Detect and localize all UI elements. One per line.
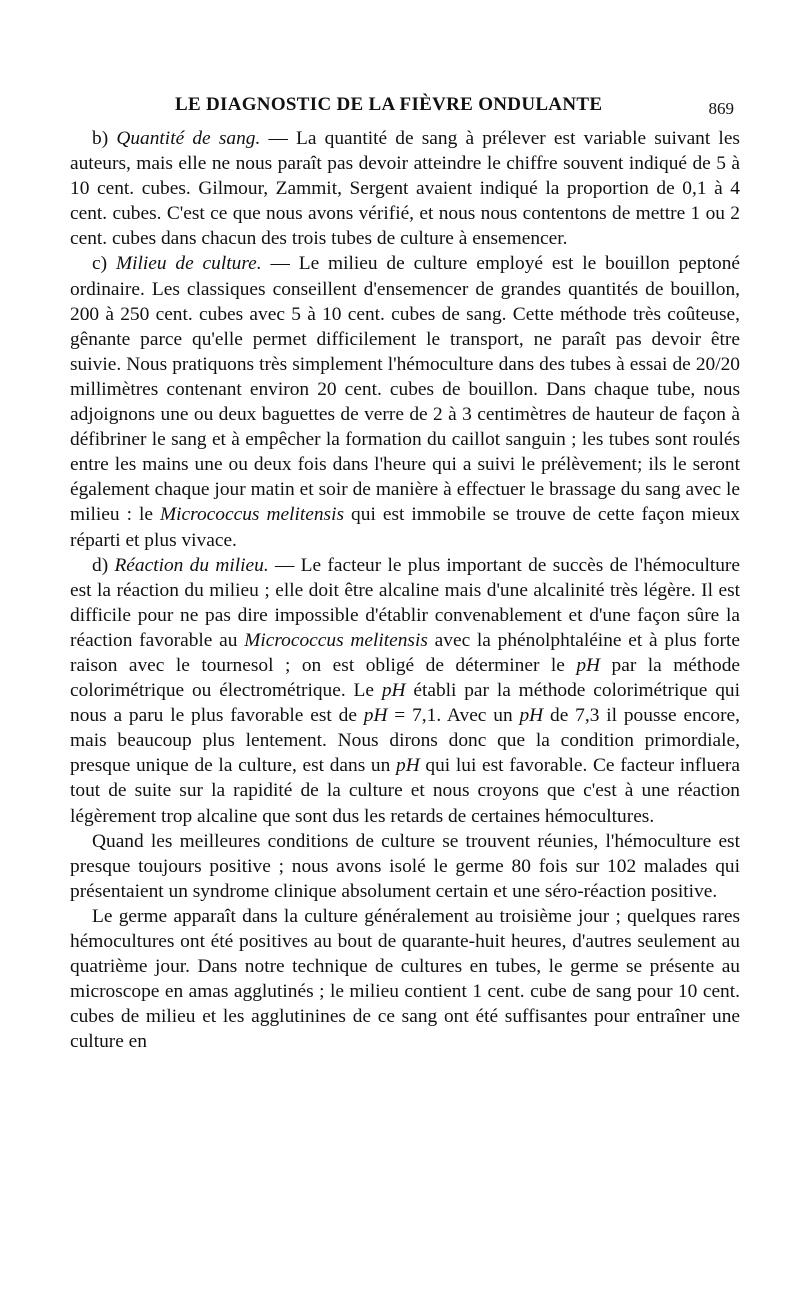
text-reaction-1: — Le facteur le plus important de succès de l'hémoculture est la réaction du milieu ; elle doit être alcaline mais d'une alcalinité très légère. Il est difficile pour ne pas dire impossible d'établir convenablement et d'une façon sûre la réaction favorable au [70, 554, 740, 651]
paragraph-quantite-de-sang [70, 126, 740, 251]
paragraph-results: Quand les meilleures conditions de culture se trouvent réunies, l'hémoculture est presque toujours positive ; nous avons isolé le germe 80 fois sur 102 malades qui présentaient un syndrome clinique absolument certain et une séro-réaction positive. [70, 830, 740, 902]
running-title: LE DIAGNOSTIC DE LA FIÈVRE ONDULANTE [175, 94, 603, 115]
item-marker-c: c) [92, 253, 108, 275]
text-reaction-3: par la méthode colorimétrique ou électrométrique. Le [70, 654, 740, 702]
text-reaction-4: établi par la méthode colorimétrique qui nous a paru le plus favorable est de [70, 680, 740, 727]
heading-reaction-du-milieu: Réaction du milieu. [114, 554, 269, 576]
page-number: 869 [708, 99, 734, 118]
paragraph-milieu-de-culture [70, 251, 740, 552]
paragraph-germe: Le germe apparaît dans la culture généralement au troisième jour ; quelques rares hémocultures ont été positives au bout de quarante-huit heures, d'autres seulement au quatrième jour. Dans notre technique de cultures en tubes, le germe se présente au microscope en amas agglutinés ; le milieu contient 1 cent. cube de sang pour 10 cent. cubes de milieu et les agglutinines de ce sang ont été suffisantes pour entraîner une culture en [70, 905, 740, 1053]
item-marker-b: b) [92, 128, 109, 149]
heading-quantite-de-sang: Quantité de sang. [116, 128, 261, 149]
text-reaction-7: qui lui est favorable. Ce facteur influera tout de suite sur la rapidité de la culture et nous croyons que c'est à une réaction légèrement trop alcaline que sont dus les retards de certaines hémocultures. [70, 755, 740, 827]
text-reaction-6: de 7,3 il pousse encore, mais beaucoup plus lentement. Nous dirons donc que la condition primordiale, presque unique de la culture, est dans un [70, 705, 740, 777]
species-name: Micrococcus melitensis [244, 629, 428, 651]
text-quantite-de-sang: — La quantité de sang à prélever est variable suivant les auteurs, mais elle ne nous paraît pas devoir atteindre le chiffre souvent indiqué de 5 à 10 cent. cubes. Gilmour, Zammit, Sergent avaient indiqué la proportion de 0,1 à 4 cent. cubes. C'est ce que nous avons vérifié, et nous nous contentons de mettre 1 ou 2 cent. cubes dans chacun des trois tubes de culture à ensemencer. [70, 128, 740, 250]
ph-term: pH [519, 705, 544, 727]
ph-term: pH [381, 680, 406, 702]
text-reaction-5: = 7,1. Avec un [387, 705, 520, 727]
ph-term: pH [396, 755, 420, 777]
body-text [70, 126, 740, 1054]
text-milieu-de-culture-1: — Le milieu de culture employé est le bouillon peptoné ordinaire. Les classiques conseillent d'ensemencer de grandes quantités de bouillon, 200 à 250 cent. cubes avec 5 à 10 cent. cubes de sang. Cette méthode très coûteuse, gênante parce qu'elle permet difficilement le transport, ne paraît pas devoir être suivie. Nous pratiquons très simplement l'hémoculture dans des tubes à essai de 20/20 millimètres contenant environ 20 cent. cubes de bouillon. Dans chaque tube, nous adjoignons une ou deux baguettes de verre de 2 à 3 centimètres de hauteur de façon à défibriner le sang et à empêcher la formation du caillot sanguin ; les tubes sont roulés entre les mains une ou deux fois dans l'heure qui a suivi le prélèvement; ils le seront également chaque jour matin et soir de manière à effectuer le brassage du sang avec le milieu : le [70, 253, 740, 526]
paragraph-reaction-du-milieu [70, 553, 740, 829]
heading-milieu-de-culture: Milieu de culture. [115, 253, 262, 275]
species-name: Micrococcus melitensis [160, 504, 345, 526]
book-page [70, 86, 740, 1286]
item-marker-d: d) [92, 554, 109, 576]
text-milieu-de-culture-2: qui est immobile se trouve de cette façon mieux réparti et plus vivace. [70, 504, 740, 551]
running-head [70, 86, 740, 124]
text-reaction-2: avec la phénolphtaléine et à plus forte raison avec le tournesol ; on est obligé de déterminer le [70, 629, 740, 676]
ph-term: pH [576, 654, 601, 676]
ph-term: pH [363, 705, 388, 727]
